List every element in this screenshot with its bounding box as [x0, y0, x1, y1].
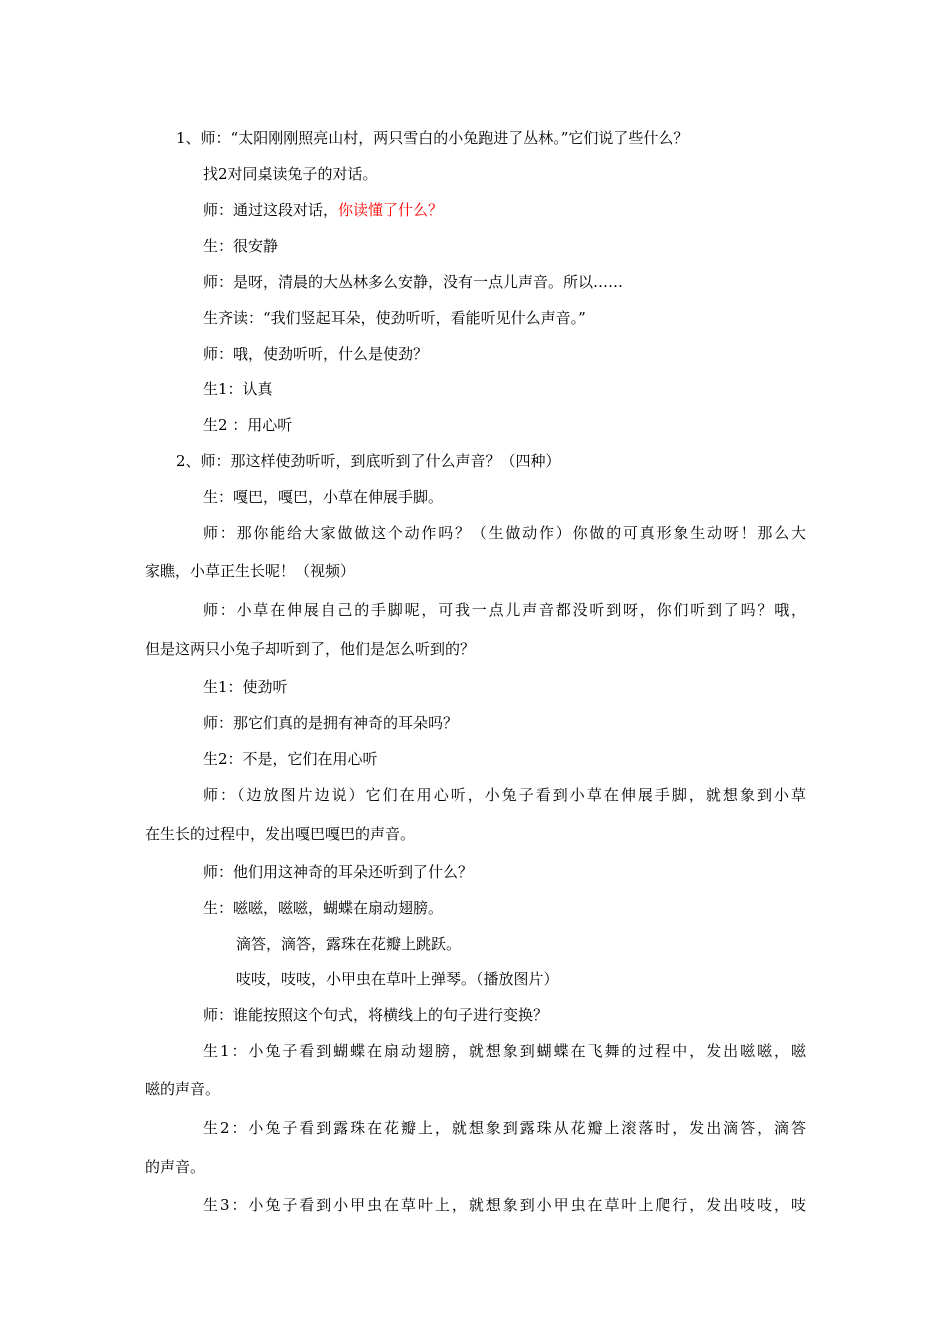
text-line: 师：是呀，清晨的大丛林多么安静，没有一点儿声音。所以…… [203, 273, 624, 291]
text-line: 师：小草在伸展自己的手脚呢，可我一点儿声音都没听到呀，你们听到了吗？哦， [203, 601, 806, 619]
text-line: 找2对同桌读兔子的对话。 [203, 165, 378, 183]
text-line: 生2：不是，它们在用心听 [203, 750, 378, 768]
text-line: 生齐读：“我们竖起耳朵，使劲听听，看能听见什么声音。” [203, 309, 586, 327]
text-line: 生：很安静 [203, 237, 279, 255]
text-line: 生2 ：用心听 [203, 416, 293, 434]
text-line: 生：嗞嗞，嗞嗞，蝴蝶在扇动翅膀。 [203, 899, 444, 917]
text-line: 生2：小兔子看到露珠在花瓣上，就想象到露珠从花瓣上滚落时，发出滴答，滴答 [203, 1119, 806, 1137]
text-line: 生3：小兔子看到小甲虫在草叶上，就想象到小甲虫在草叶上爬行，发出吱吱，吱 [203, 1196, 806, 1214]
text-line: 生1：认真 [203, 380, 273, 398]
text-line: 生：嘎巴，嘎巴，小草在伸展手脚。 [203, 488, 444, 506]
text-line: 家瞧，小草正生长呢！（视频） [145, 562, 356, 580]
text-line: 吱吱，吱吱，小甲虫在草叶上弹琴。（播放图片） [236, 970, 559, 988]
text-line: 嗞的声音。 [145, 1080, 221, 1098]
text-line: 2、师：那这样使劲听听，到底听到了什么声音？（四种） [176, 452, 561, 470]
text-line: 师：那它们真的是拥有神奇的耳朵吗？ [203, 714, 459, 732]
text-line: 师：谁能按照这个句式，将横线上的句子进行变换？ [203, 1006, 549, 1024]
text-segment: 师：通过这段对话， [203, 201, 339, 219]
text-line: 师：他们用这神奇的耳朵还听到了什么？ [203, 863, 474, 881]
text-line: 1、师：“太阳刚刚照亮山村，两只雪白的小兔跑进了丛林。”它们说了些什么？ [176, 129, 689, 147]
text-line: 师：（边放图片边说）它们在用心听，小兔子看到小草在伸展手脚，就想象到小草 [203, 786, 806, 804]
text-line: 的声音。 [145, 1158, 206, 1176]
text-line: 在生长的过程中，发出嘎巴嘎巴的声音。 [145, 825, 416, 843]
highlighted-question: 你读懂了什么？ [338, 201, 444, 219]
text-line: 滴答，滴答，露珠在花瓣上跳跃。 [236, 935, 462, 953]
text-line: 生1：小兔子看到蝴蝶在扇动翅膀，就想象到蝴蝶在飞舞的过程中，发出嗞嗞，嗞 [203, 1042, 806, 1060]
text-line: 师：哦，使劲听听，什么是使劲？ [203, 345, 429, 363]
text-line [203, 200, 443, 220]
text-line: 生1：使劲听 [203, 678, 288, 696]
text-line: 师：那你能给大家做做这个动作吗？（生做动作）你做的可真形象生动呀！那么大 [203, 524, 806, 542]
text-line: 但是这两只小兔子却听到了，他们是怎么听到的？ [145, 640, 476, 658]
